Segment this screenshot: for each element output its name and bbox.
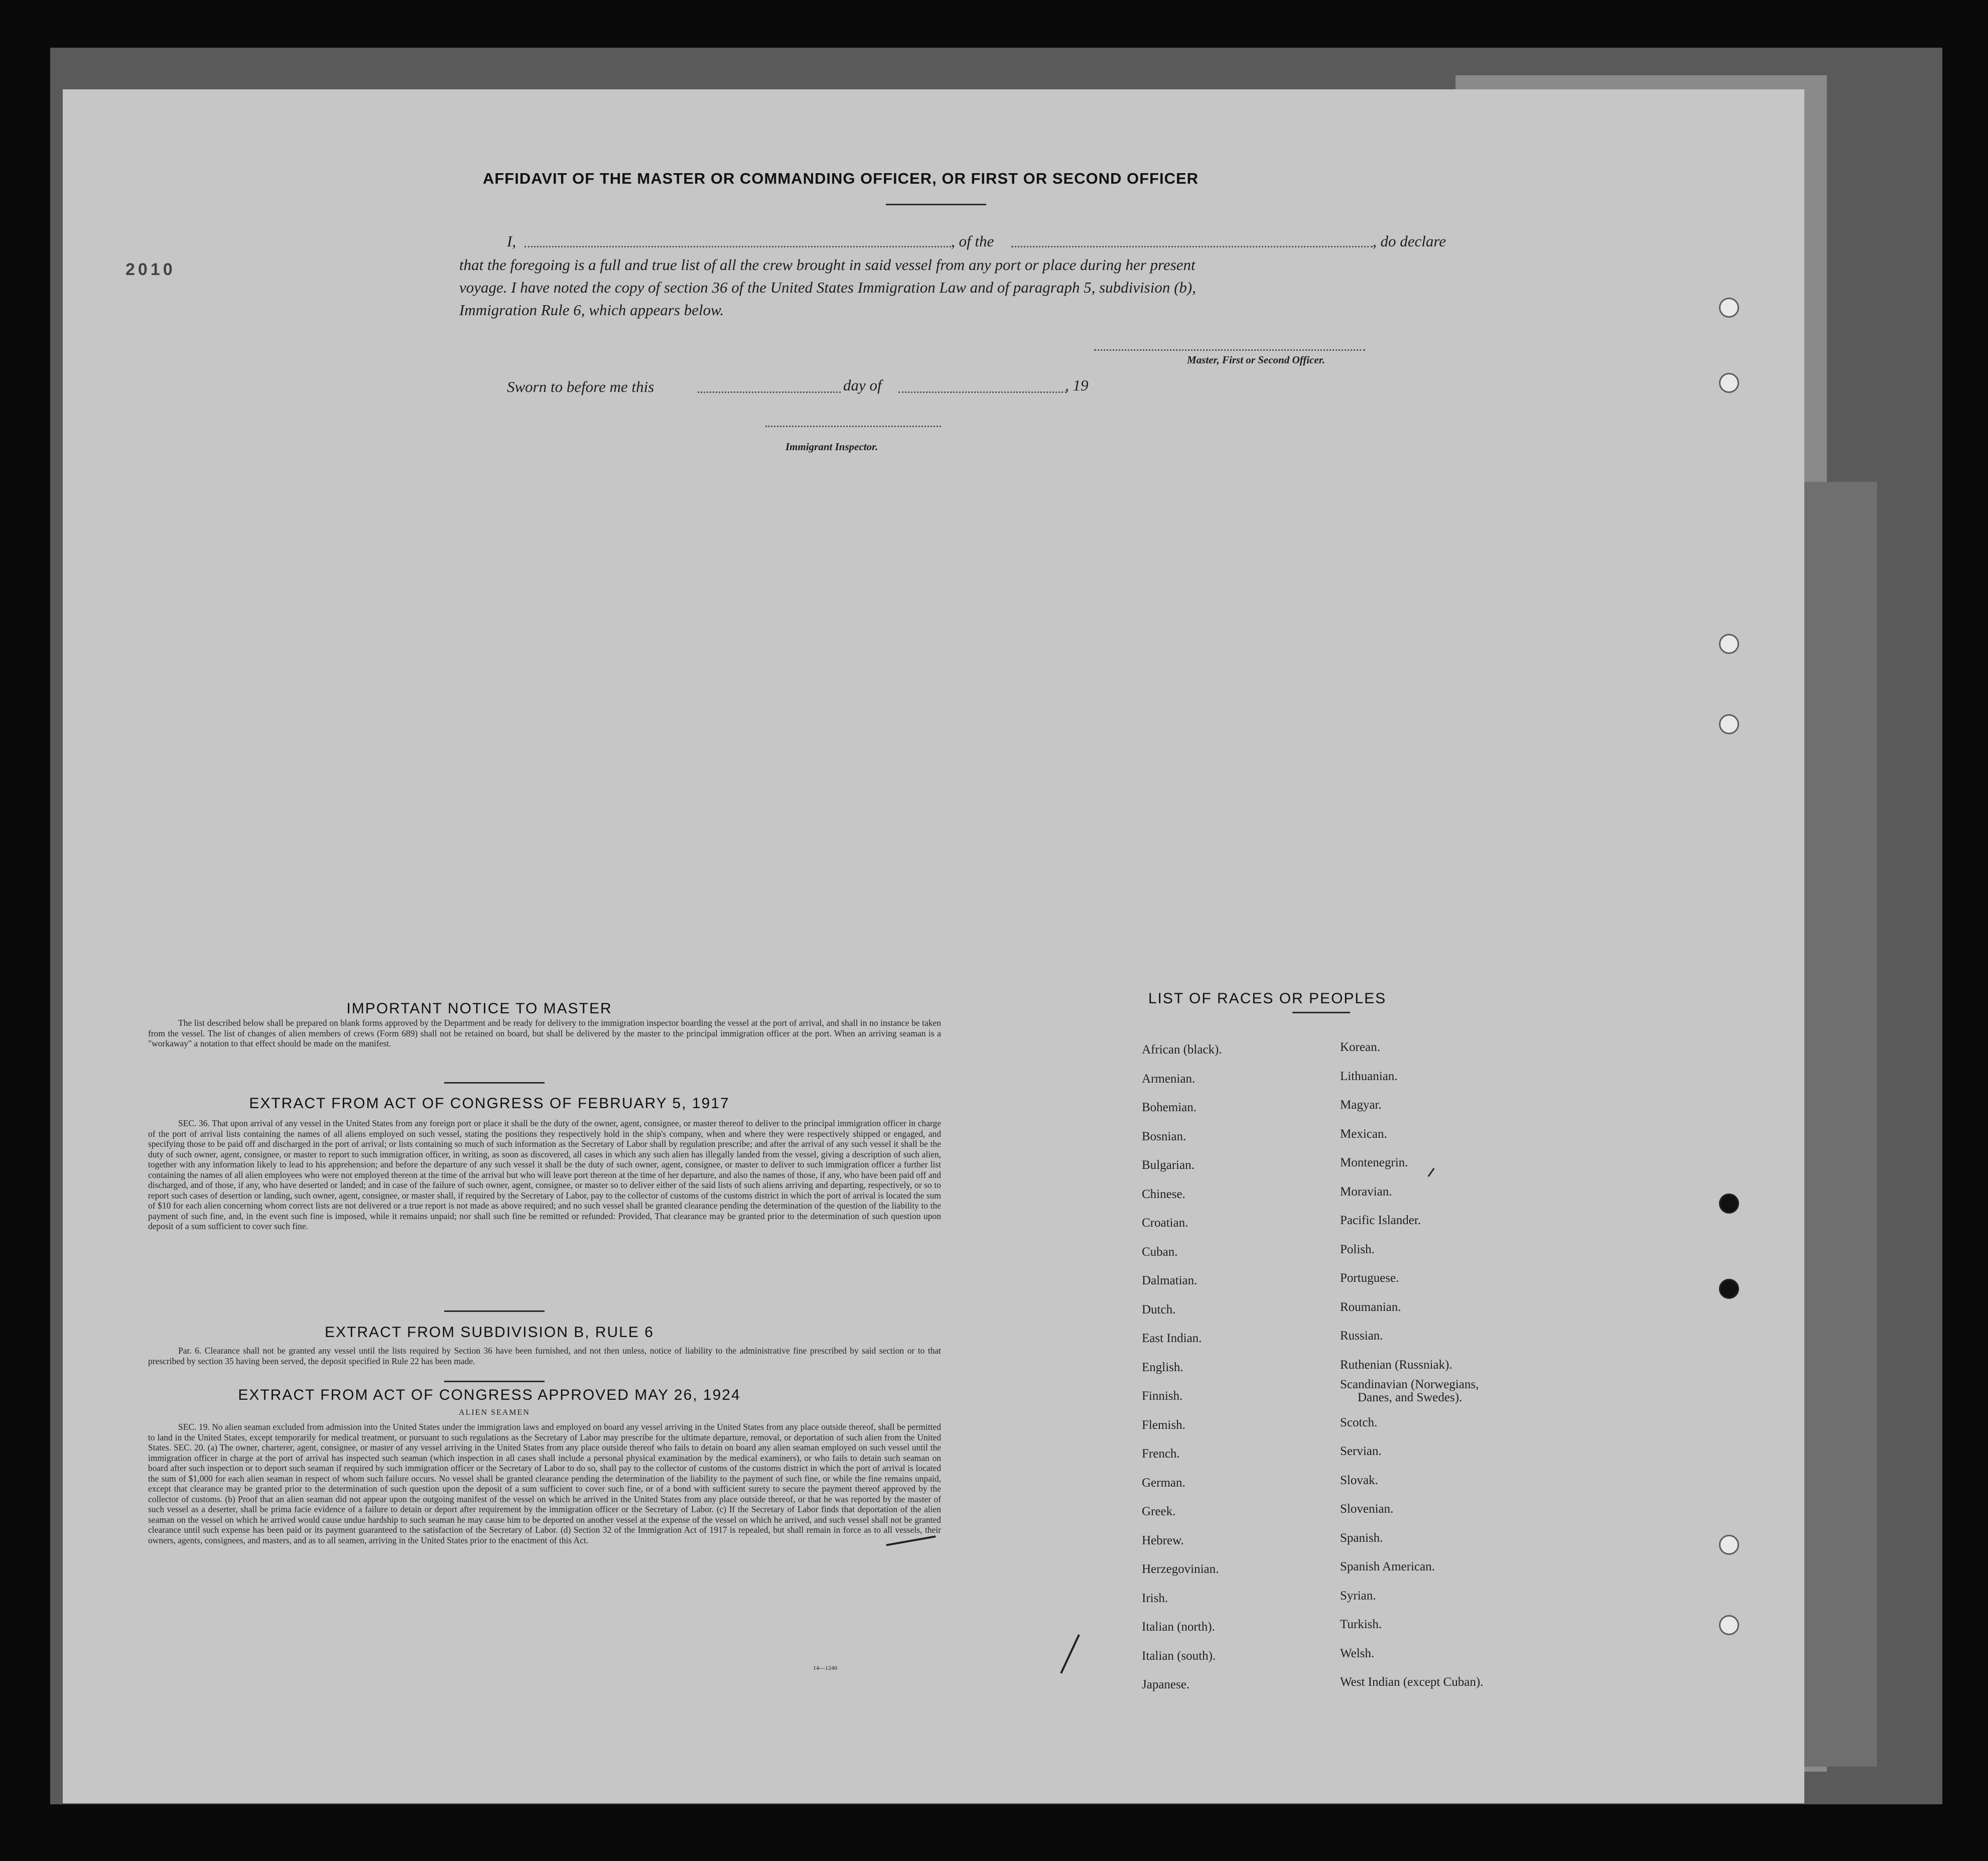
race-item: Roumanian.: [1340, 1300, 1401, 1314]
race-item: Chinese.: [1142, 1187, 1185, 1201]
race-item: Greek.: [1142, 1505, 1176, 1518]
punch-hole-icon: [1719, 1193, 1739, 1214]
affidavit-line-3: voyage. I have noted the copy of section 36 of the United States Immigration Law and of paragraph 5, subdivision (b),: [459, 279, 1196, 296]
punch-hole-icon: [1719, 373, 1739, 393]
race-item: Flemish.: [1142, 1418, 1185, 1432]
race-item: German.: [1142, 1476, 1185, 1490]
race-item: West Indian (except Cuban).: [1340, 1675, 1484, 1689]
race-item: Herzegovinian.: [1142, 1562, 1219, 1576]
race-item: Spanish.: [1340, 1531, 1383, 1545]
race-item: Bulgarian.: [1142, 1158, 1195, 1172]
year-text: , 19: [1065, 376, 1089, 394]
race-item: Slovenian.: [1340, 1502, 1394, 1516]
month-field-line: [898, 391, 1067, 393]
race-item: Pacific Islander.: [1340, 1214, 1421, 1227]
race-item: Scandinavian (Norwegians,: [1340, 1378, 1479, 1391]
section-rule: [444, 1082, 545, 1084]
extract-rule6-text: Par. 6. Clearance shall not be granted any vessel until the lists required by Section 36 have been furnished, and not then unless, notice of liability to the administrative fine prescribed by said section or to that prescribed by section 35 having been served, the deposit specified in Rule 22 has been made.: [148, 1346, 941, 1366]
day-field-line: [698, 391, 841, 393]
form-page: [63, 89, 1804, 1803]
punch-hole-icon: [1719, 1279, 1739, 1299]
notice-text: The list described below shall be prepared on blank forms approved by the Department and be ready for delivery to the immigration inspector boarding the vessel at the port of arrival, and shall in no instance be taken from the vessel. The list of changes of alien members of crews (Form 689) shall not be retained on board, but shall be delivered by the master to the principal immigration officer at the port. When an arriving seaman is a "workaway" a notation to that effect should be made on the manifest.: [148, 1018, 941, 1048]
race-item: Italian (south).: [1142, 1649, 1216, 1663]
race-item: Russian.: [1340, 1329, 1383, 1343]
inspector-caption: Immigrant Inspector.: [785, 441, 878, 453]
punch-hole-icon: [1719, 1535, 1739, 1555]
sworn-text: Sworn to before me this: [507, 378, 654, 395]
race-item: French.: [1142, 1447, 1180, 1460]
margin-stamp: 2010: [125, 260, 176, 279]
race-item: Finnish.: [1142, 1389, 1183, 1403]
race-item: Armenian.: [1142, 1072, 1196, 1086]
affidavit-declare: , do declare: [1373, 232, 1446, 250]
race-item: African (black).: [1142, 1043, 1222, 1056]
handwritten-tick-mark: [1428, 1168, 1435, 1177]
race-item: English.: [1142, 1360, 1183, 1374]
punch-hole-icon: [1719, 1615, 1739, 1635]
section-rule: [444, 1310, 545, 1312]
race-item: Spanish American.: [1340, 1560, 1435, 1573]
extract-rule6-title: EXTRACT FROM SUBDIVISION B, RULE 6: [325, 1324, 654, 1341]
race-item: Magyar.: [1340, 1098, 1382, 1112]
race-item: Lithuanian.: [1340, 1069, 1398, 1083]
extract-1917-text: SEC. 36. That upon arrival of any vessel in the United States from any foreign port or place it shall be the duty of the owner, agent, consignee, or master thereof to deliver to the principal immigration officer in charge of the port of arrival lists containing the names of all aliens employed on such vessel, stating the positions they respectively hold in the ship's company, when and where they were respectively shipped or engaged, and specifying those to be paid off and discharged in the port of arrival; or lists containing so much of such information as the Secretary of Labor shall by regulation prescribe; and after the arrival of any such vessel it shall be the duty of such owner, agent, consignee, or master to report to such immigration officer, in writing, as soon as discovered, all cases in which any such alien has illegally landed from the vessel, giving a description of such alien, together with any information likely to lead to his apprehension; and before the departure of any such vessel it shall be the duty of such owner, agent, consignee, or master to deliver to such immigration officer a further list containing the names of all alien employees who were not employed thereon at the time of the arrival but who will leave port thereon at the time of her departure, and also the names of those, if any, who have been paid off and discharged, and of those, if any, who have deserted or landed; and in case of the failure of such owner, agent, consignee, or master so to deliver either of the said lists of such aliens arriving and departing, respectively, or so to report such cases of desertion or landing, such owner, agent, consignee, or master shall, if required by the Secretary of Labor, pay to the collector of customs of the customs district in which the port of arrival is located the sum of $10 for each alien concerning whom correct lists are not delivered or a true report is not made as above required; and no such vessel shall be granted clearance pending the determination of the question of the liability to the payment of such fine, and, in the event such fine is imposed, while it remains unpaid; nor shall such fine be remitted or refunded: Provided, That clearance may be granted prior to the determination of such question upon deposit of a sum sufficient to cover such fine.: [148, 1118, 941, 1231]
race-item: Welsh.: [1340, 1646, 1375, 1660]
race-item: Bosnian.: [1142, 1129, 1186, 1143]
race-item: Polish.: [1340, 1242, 1375, 1256]
race-item: Bohemian.: [1142, 1101, 1197, 1114]
title-rule: [886, 204, 986, 205]
signature-caption: Master, First or Second Officer.: [1187, 354, 1325, 366]
race-item: Portuguese.: [1340, 1271, 1399, 1285]
name-field-line: [524, 246, 951, 247]
affidavit-of-the: , of the: [951, 232, 994, 250]
extract-1924-title: EXTRACT FROM ACT OF CONGRESS APPROVED MAY 26, 1924: [238, 1387, 741, 1403]
race-item: Montenegrin.: [1340, 1156, 1408, 1169]
vessel-field-line: [1011, 246, 1373, 247]
section-rule: [444, 1381, 545, 1382]
affidavit-i: I,: [507, 232, 516, 250]
race-item: Japanese.: [1142, 1678, 1190, 1691]
race-item: Dutch.: [1142, 1302, 1176, 1316]
race-item: Italian (north).: [1142, 1620, 1215, 1634]
race-item: Servian.: [1340, 1444, 1382, 1458]
race-item: Ruthenian (Russniak).: [1340, 1358, 1452, 1372]
extract-1924-text: SEC. 19. No alien seaman excluded from admission into the United States under the immigration laws and employed on board any vessel arriving in the United States from any place outside thereof, shall be permitted to land in the United States, except temporarily for medical treatment, or pursuant to such regulations as the Secretary of Labor may prescribe for the ultimate departure, removal, or deportation of such alien from the United States. SEC. 20. (a) The owner, charterer, agent, consignee, or master of any vessel arriving in the United States from any place outside thereof who fails to detain on board any alien seaman employed on such vessel until the immigration officer in charge at the port of arrival has inspected such seaman (which inspection in all cases shall include a personal physical examination by the medical examiners), or who fails to detain such seaman on board after such inspection or to deport such seaman if required by such immigration officer or the Secretary of Labor to do so, shall pay to the collector of customs of the customs district in which the port of arrival is located the sum of $1,000 for each alien seaman in respect of whom such failure occurs. No vessel shall be granted clearance pending the determination of the liability to the payment of such fine, or while the fine remains unpaid, except that clearance may be granted prior to the determination of such question upon the deposit of a sum sufficient to cover such fine, or of a bond with sufficient surety to secure the payment thereof approved by the collector of customs. (b) Proof that an alien seaman did not appear upon the outgoing manifest of the vessel on which he arrived in the United States from any place outside thereof, or that he was reported by the master of such vessel as a deserter, shall be prima facie evidence of a failure to detain or deport after requirement by the immigration officer or the Secretary of Labor. (c) If the Secretary of Labor finds that deportation of the alien seaman on the vessel on which he arrived would cause undue hardship to such seaman he may cause him to be deported on another vessel at the expense of the vessel on which he arrived, and such vessel shall not be granted clearance until such expense has been paid or its payment guaranteed to the satisfaction of the Secretary of Labor. (d) Section 32 of the Immigration Act of 1917 is repealed, but shall remain in force as to all vessels, their owners, agents, consignees, and masters, and as to all seamen, arriving in the United States prior to the enactment of this Act.: [148, 1422, 941, 1545]
race-item: Irish.: [1142, 1591, 1168, 1605]
race-item: Moravian.: [1340, 1184, 1392, 1199]
race-item: Scotch.: [1340, 1415, 1378, 1429]
race-item: Dalmatian.: [1142, 1274, 1198, 1287]
race-item: Korean.: [1340, 1040, 1380, 1054]
handwritten-tick-mark: [1060, 1634, 1080, 1674]
races-title: LIST OF RACES OR PEOPLES: [1148, 990, 1387, 1007]
punch-hole-icon: [1719, 714, 1739, 734]
race-item: Cuban.: [1142, 1245, 1178, 1259]
race-item: Syrian.: [1340, 1588, 1376, 1603]
inspector-signature-line: [765, 426, 941, 427]
affidavit-line-2: that the foregoing is a full and true list of all the crew brought in said vessel from any port or place during her present: [459, 256, 1196, 274]
race-item: East Indian.: [1142, 1332, 1202, 1345]
affidavit-title: AFFIDAVIT OF THE MASTER OR COMMANDING OFFICER, OR FIRST OR SECOND OFFICER: [482, 170, 1199, 187]
form-number: 14—1240: [813, 1664, 837, 1671]
alien-seamen-subtitle: ALIEN SEAMEN: [459, 1408, 530, 1417]
race-item: Turkish.: [1340, 1618, 1382, 1631]
signature-line: [1094, 349, 1365, 351]
extract-1917-title: EXTRACT FROM ACT OF CONGRESS OF FEBRUARY 5, 1917: [249, 1095, 730, 1112]
race-item-continuation: Danes, and Swedes).: [1358, 1391, 1463, 1404]
day-of-text: day of: [843, 376, 882, 394]
races-rule: [1292, 1012, 1350, 1013]
affidavit-line-4: Immigration Rule 6, which appears below.: [459, 301, 724, 319]
race-item: Hebrew.: [1142, 1533, 1184, 1547]
punch-hole-icon: [1719, 634, 1739, 654]
punch-hole-icon: [1719, 298, 1739, 318]
notice-title: IMPORTANT NOTICE TO MASTER: [346, 1000, 612, 1017]
race-item: Mexican.: [1340, 1127, 1387, 1141]
race-item: Slovak.: [1340, 1473, 1378, 1487]
race-item: Croatian.: [1142, 1216, 1188, 1230]
